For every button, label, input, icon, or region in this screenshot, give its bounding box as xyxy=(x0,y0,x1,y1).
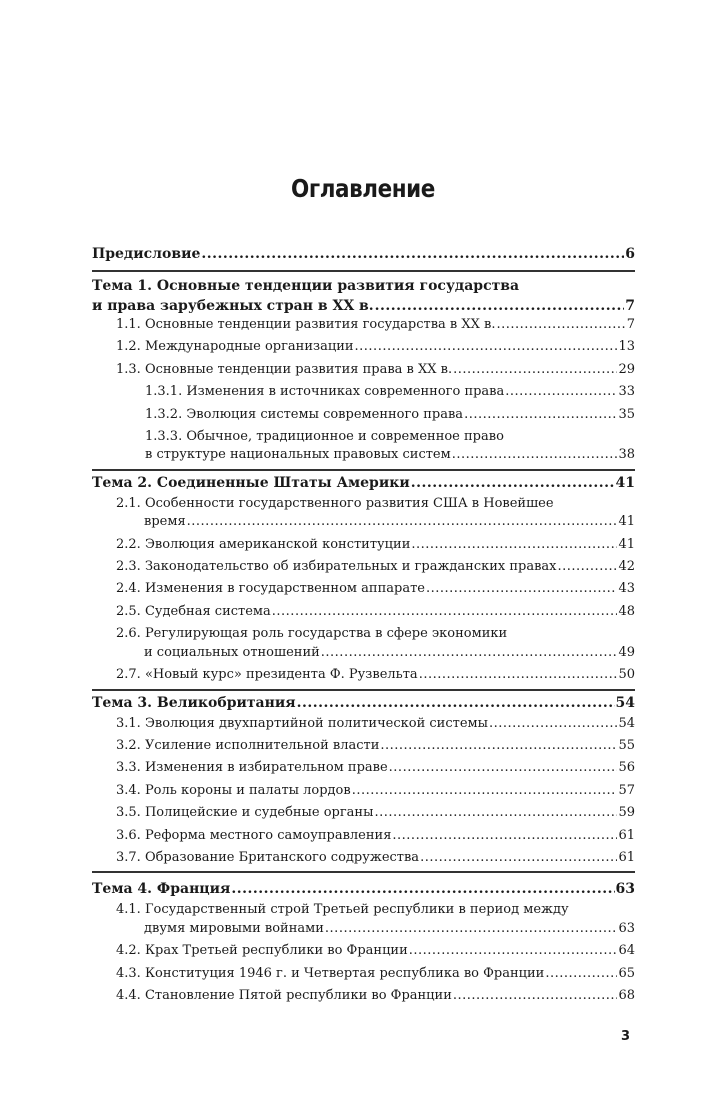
leader-dots xyxy=(325,920,618,938)
toc-entry-line: 2.1. Особенности государственного развития США в Новейшее xyxy=(116,495,554,511)
toc-entry-label: 4.2. Крах Третьей республики во Франции xyxy=(116,943,408,959)
leader-dots xyxy=(352,782,618,800)
toc-entry-page: 68 xyxy=(618,987,635,1003)
leader-dots xyxy=(411,473,615,493)
toc-section-topic-1 xyxy=(92,270,635,469)
toc-entry-label: 1.3.1. Изменения в источниках современного права xyxy=(145,384,505,400)
toc-entry-page: 64 xyxy=(618,943,635,959)
toc-heading-label: Тема 3. Великобритания xyxy=(92,694,296,711)
toc-entry-page: 41 xyxy=(618,514,635,530)
leader-dots xyxy=(374,804,617,822)
toc-heading-label: и права зарубежных стран в XX в. xyxy=(92,298,374,314)
toc-entry-label: 4.4. Становление Пятой республики во Франции xyxy=(116,987,452,1003)
toc-heading-page: 63 xyxy=(615,881,635,898)
toc-heading-topic-1[interactable] xyxy=(92,296,635,316)
toc-entry[interactable] xyxy=(92,406,635,424)
toc-entry-label: 2.3. Законодательство об избирательных и гражданских правах xyxy=(116,559,557,575)
toc-entry[interactable] xyxy=(92,849,635,867)
leader-dots xyxy=(409,942,618,960)
toc-heading-page: 54 xyxy=(615,694,635,711)
toc-entry-label: 4.3. Конституция 1946 г. и Четвертая республика во Франции xyxy=(116,965,545,981)
leader-dots xyxy=(453,987,618,1005)
toc-entry-page: 42 xyxy=(618,559,635,575)
toc-entry[interactable] xyxy=(92,513,635,531)
leader-dots xyxy=(419,666,618,684)
toc-entry-label: время xyxy=(144,514,186,530)
leader-dots xyxy=(321,644,618,662)
leader-dots xyxy=(453,361,617,379)
toc-entry-label: и социальных отношений xyxy=(144,644,320,660)
toc-entry[interactable] xyxy=(92,715,635,733)
toc-section-topic-4 xyxy=(92,871,635,1005)
leader-dots xyxy=(489,715,617,733)
toc-entry-label: 3.3. Изменения в избирательном праве xyxy=(116,760,388,776)
toc-entry-page: 54 xyxy=(618,715,635,731)
leader-dots xyxy=(201,244,624,264)
toc-section-topic-2 xyxy=(92,469,635,689)
toc-heading-line: Тема 1. Основные тенденции развития государства xyxy=(92,278,520,294)
toc-entry-label: 3.7. Образование Британского содружества xyxy=(116,849,420,865)
toc-heading-topic-2[interactable] xyxy=(92,473,635,493)
toc-entry-page: 38 xyxy=(618,447,635,463)
toc-heading-topic-3[interactable] xyxy=(92,693,635,713)
toc-entry[interactable] xyxy=(92,666,635,684)
toc-entry[interactable] xyxy=(92,316,635,334)
leader-dots xyxy=(272,603,618,621)
toc-entry[interactable] xyxy=(92,804,635,822)
toc-entry-page: 6 xyxy=(625,246,635,262)
toc-entry-page: 35 xyxy=(618,406,635,422)
toc-entry-page: 56 xyxy=(618,760,635,776)
toc-entry-label: 2.5. Судебная система xyxy=(116,603,271,619)
toc-entry-label: 1.3. Основные тенденции развития права в XX в. xyxy=(116,361,453,377)
toc-entry-label: 1.1. Основные тенденции развития государства в XX в. xyxy=(116,317,496,332)
toc-section-preface xyxy=(92,244,635,270)
toc-entry[interactable] xyxy=(92,759,635,777)
toc-entry[interactable] xyxy=(92,580,635,598)
toc-entry[interactable] xyxy=(92,383,635,401)
toc-entry[interactable] xyxy=(92,338,635,356)
leader-dots xyxy=(187,513,618,531)
toc-heading-label: Тема 4. Франция xyxy=(92,881,231,898)
leader-dots xyxy=(420,849,617,867)
toc-entry[interactable] xyxy=(92,536,635,554)
toc-entry-label: 3.4. Роль короны и палаты лордов xyxy=(116,782,351,798)
toc-entry-label: 2.2. Эволюция американской конституции xyxy=(116,536,411,552)
toc-entry-page: 61 xyxy=(618,827,635,843)
leader-dots xyxy=(231,879,614,899)
toc-entry[interactable] xyxy=(92,361,635,379)
toc-entry-page: 7 xyxy=(626,317,635,332)
toc-entry-preface[interactable] xyxy=(92,244,635,264)
toc-entry-label: 3.6. Реформа местного самоуправления xyxy=(116,827,392,843)
toc-entry[interactable] xyxy=(92,558,635,576)
toc-entry-label: 1.3.2. Эволюция системы современного права xyxy=(145,406,464,422)
toc-entry-line: 4.1. Государственный строй Третьей республики в период между xyxy=(116,902,569,918)
toc-entry-label: 1.2. Международные организации xyxy=(116,339,354,355)
toc-entry-page: 55 xyxy=(618,737,635,753)
toc-entry-page: 57 xyxy=(618,782,635,798)
toc-heading-page: 7 xyxy=(625,298,635,314)
toc-entry-label: Предисловие xyxy=(92,246,201,262)
toc-section-topic-3 xyxy=(92,689,635,872)
toc-entry[interactable] xyxy=(92,782,635,800)
toc-entry-page: 33 xyxy=(618,384,635,400)
toc-entry-label: 3.5. Полицейские и судебные органы xyxy=(116,805,374,821)
toc-entry[interactable] xyxy=(92,603,635,621)
page-number: 3 xyxy=(620,1029,630,1044)
toc-entry-page: 63 xyxy=(618,920,635,936)
leader-dots xyxy=(558,558,618,576)
leader-dots xyxy=(426,580,617,598)
leader-dots xyxy=(464,406,617,424)
toc-entry-label: в структуре национальных правовых систем xyxy=(145,447,451,463)
toc-entry-page: 13 xyxy=(618,339,635,355)
toc-entry-label: 2.7. «Новый курс» президента Ф. Рузвельта xyxy=(116,667,418,683)
leader-dots xyxy=(392,827,617,845)
toc-entry-label: 3.1. Эволюция двухпартийной политической системы xyxy=(116,715,488,731)
leader-dots xyxy=(297,693,615,713)
leader-dots xyxy=(496,316,625,334)
toc-entry-label: двумя мировыми войнами xyxy=(144,920,324,936)
toc-entry[interactable] xyxy=(92,920,635,938)
toc-entry-line: 1.3.3. Обычное, традиционное и современное право xyxy=(145,429,504,445)
toc-entry[interactable] xyxy=(92,644,635,662)
toc-heading-label: Тема 2. Соединенные Штаты Америки xyxy=(92,474,410,491)
toc-entry-label: 3.2. Усиление исполнительной власти xyxy=(116,737,380,753)
toc-entry-label: 2.4. Изменения в государственном аппарате xyxy=(116,581,425,597)
leader-dots xyxy=(375,296,625,316)
toc-entry[interactable] xyxy=(92,965,635,983)
toc-entry[interactable] xyxy=(92,446,635,464)
leader-dots xyxy=(545,965,617,983)
toc-entry[interactable] xyxy=(92,987,635,1005)
leader-dots xyxy=(411,536,617,554)
toc-heading-page: 41 xyxy=(615,474,635,491)
leader-dots xyxy=(380,737,617,755)
toc-entry-page: 59 xyxy=(618,805,635,821)
leader-dots xyxy=(355,338,618,356)
toc-entry-page: 41 xyxy=(618,536,635,552)
toc-entry-page: 61 xyxy=(618,849,635,865)
toc-entry-page: 43 xyxy=(618,581,635,597)
toc-entry-page: 48 xyxy=(618,603,635,619)
toc-entry-page: 50 xyxy=(618,667,635,683)
toc-entry-line: 2.6. Регулирующая роль государства в сфере экономики xyxy=(116,626,508,642)
leader-dots xyxy=(389,759,618,777)
toc-entry-page: 49 xyxy=(618,644,635,660)
toc-entry-page: 65 xyxy=(618,965,635,981)
table-of-contents xyxy=(92,244,635,1005)
toc-entry-page: 29 xyxy=(618,361,635,377)
toc-entry[interactable] xyxy=(92,827,635,845)
toc-entry[interactable] xyxy=(92,737,635,755)
toc-entry[interactable] xyxy=(92,942,635,960)
toc-heading-topic-4[interactable] xyxy=(92,879,635,899)
page-title: Оглавление xyxy=(291,174,435,203)
leader-dots xyxy=(505,383,617,401)
leader-dots xyxy=(452,446,618,464)
